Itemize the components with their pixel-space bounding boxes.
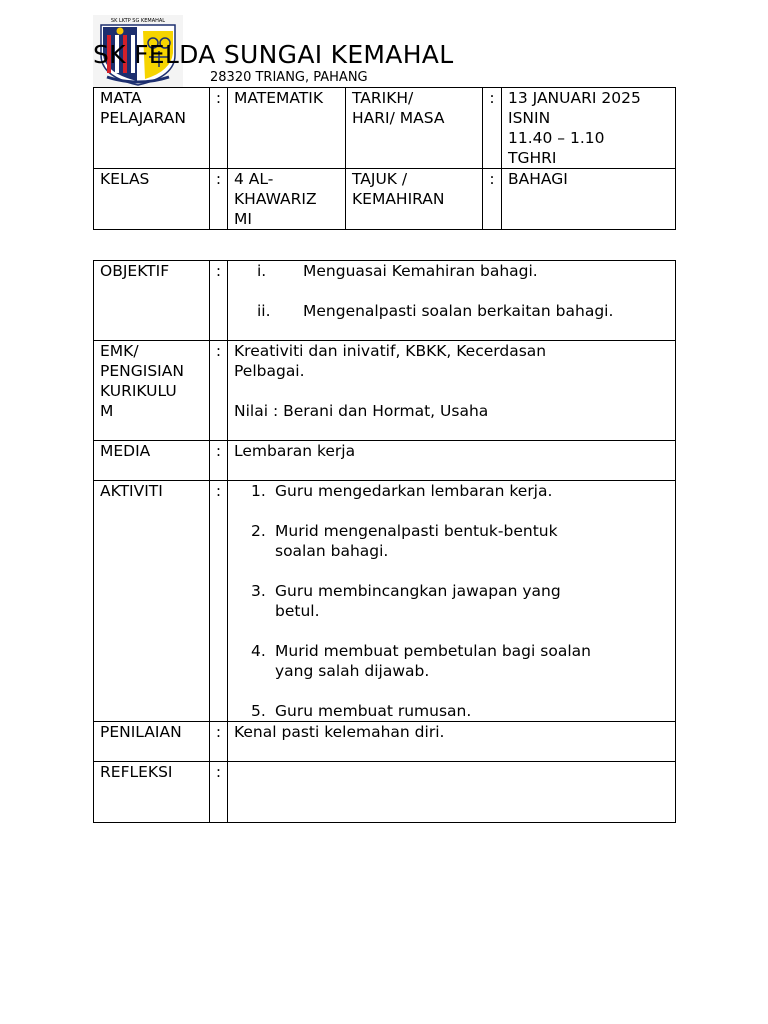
colon: : [483,88,502,169]
emk-label: EMK/ PENGISIAN KURIKULU M [94,341,210,441]
list-item: 3. Guru membincangkan jawapan yang betul. [251,582,561,620]
list-item: 5. Guru membuat rumusan. [251,702,472,720]
class-label: KELAS [94,169,210,230]
table-row [94,261,676,341]
lesson-info-table [93,87,676,230]
colon: : [210,341,228,441]
lesson-plan-table [93,260,676,823]
table-row [94,169,676,230]
colon: : [210,441,228,481]
table-row [94,481,676,722]
class-value: 4 AL- KHAWARIZ MI [228,169,346,230]
topic-value: BAHAGI [502,169,676,230]
colon: : [210,88,228,169]
colon: : [210,481,228,722]
school-address: 28320 TRIANG, PAHANG [210,70,368,85]
date-value [502,88,676,169]
list-item: i. Menguasai Kemahiran bahagi. [257,262,538,280]
activity-list [228,481,676,722]
list-item: 4. Murid membuat pembetulan bagi soalan yang salah dijawab. [251,642,591,680]
list-item: 2. Murid mengenalpasti bentuk-bentuk soalan bahagi. [251,522,558,560]
day-text: ISNIN [508,109,551,127]
list-item: 1. Guru mengedarkan lembaran kerja. [251,482,553,500]
time-text: 11.40 – 1.10 [508,129,605,147]
school-name: SK FELDA SUNGAI KEMAHAL [93,40,454,69]
logo-text: SK LKTP SG KEMAHAL [110,18,166,24]
media-value: Lembaran kerja [228,441,676,481]
reflection-label: REFLEKSI [94,762,210,823]
colon: : [483,169,502,230]
assessment-value: Kenal pasti kelemahan diri. [228,722,676,762]
topic-label: TAJUK / KEMAHIRAN [346,169,483,230]
assessment-label: PENILAIAN [94,722,210,762]
date-text: 13 JANUARI 2025 [508,89,641,107]
table-row [94,722,676,762]
table-row [94,762,676,823]
objective-label: OBJEKTIF [94,261,210,341]
colon: : [210,169,228,230]
media-label: MEDIA [94,441,210,481]
list-item: ii. Mengenalpasti soalan berkaitan bahagi. [257,302,614,320]
objective-list [228,261,676,341]
colon: : [210,261,228,341]
date-label: TARIKH/ HARI/ MASA [346,88,483,169]
subject-value: MATEMATIK [228,88,346,169]
nilai-text: Nilai : Berani dan Hormat, Usaha [234,402,489,420]
table-row [94,88,676,169]
table-row [94,341,676,441]
subject-label: MATA PELAJARAN [94,88,210,169]
colon: : [210,722,228,762]
reflection-value [228,762,676,823]
emk-value: Kreativiti dan inivatif, KBKK, Kecerdasan Pelbagai. Nilai : Berani dan Hormat, Usaha [228,341,676,441]
activity-label: AKTIVITI [94,481,210,722]
table-row [94,441,676,481]
colon: : [210,762,228,823]
time-text-suffix: TGHRI [508,149,557,167]
